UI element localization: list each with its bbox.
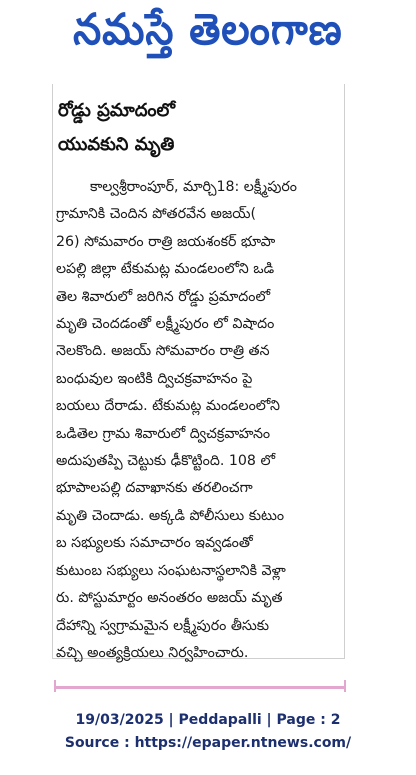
accent-rule-left-tick	[54, 680, 56, 692]
body-line: నెలకొంది. అజయ్ సోమవారం రాత్రి తన	[56, 343, 270, 360]
bottom-accent-rule	[56, 686, 346, 689]
body-line: గ్రామానికి చెందిన పోతరవేన అజయ్(	[56, 206, 257, 223]
body-line: వచ్చి అంత్యక్రియలు నిర్వహించారు.	[56, 644, 249, 661]
body-line: బ సభ్యులకు సమాచారం ఇవ్వడంతో	[56, 535, 253, 552]
body-line: మృతి చెందాడు. అక్కడి పోలీసులు కుటుం	[56, 507, 285, 524]
article-body	[56, 174, 346, 667]
edition-info: 19/03/2025 | Peddapalli | Page : 2	[75, 712, 341, 728]
source-link[interactable]: Source : https://epaper.ntnews.com/	[64, 735, 352, 751]
masthead	[0, 0, 416, 70]
body-line: కుటుంబ సభ్యులు సంఘటనాస్థలానికి వెళ్లా	[56, 562, 286, 579]
accent-rule-right-tick	[344, 680, 346, 692]
body-line: 26) సోమవారం రాత్రి జయశంకర్ భూపా	[56, 233, 276, 250]
body-line: దేహాన్ని స్వగ్రామమైన లక్ష్మీపురం తీసుకు	[56, 617, 270, 634]
body-line: కాల్వశ్రీరాంపూర్, మార్చి18: లక్ష్మీపురం	[90, 179, 297, 195]
body-line: లపల్లి జిల్లా టేకుమట్ల మండలంలోని ఒడి	[56, 261, 275, 278]
body-line: భూపాలపల్లి దవాఖానకు తరలించగా	[56, 480, 253, 497]
body-line: మృతి చెందడంతో లక్ష్మీపురం లో విషాదం	[56, 316, 275, 333]
body-line: ఒడితెల గ్రామ శివారులో ద్విచక్రవాహనం	[56, 425, 271, 442]
body-line: తెల శివారులో జరిగిన రోడ్డు ప్రమాదంలో	[56, 288, 271, 305]
headline-line-1: రోడ్డు ప్రమాదంలో	[58, 100, 176, 121]
body-line: బయలు దేరాడు. టేకుమట్ల మండలంలోని	[56, 398, 280, 415]
body-line: రు. పోస్టుమార్టం అనంతరం అజయ్ మృత	[56, 590, 283, 607]
masthead-title: నమస్తే తెలంగాణ	[73, 5, 343, 55]
headline-line-2: యువకుని మృతి	[58, 134, 175, 155]
body-line: బంధువుల ఇంటికి ద్విచక్రవాహనం పై	[56, 370, 253, 387]
body-line: అదుపుతప్పి చెట్టుకు ఢీకొట్టింది. 108 లో	[56, 453, 276, 470]
